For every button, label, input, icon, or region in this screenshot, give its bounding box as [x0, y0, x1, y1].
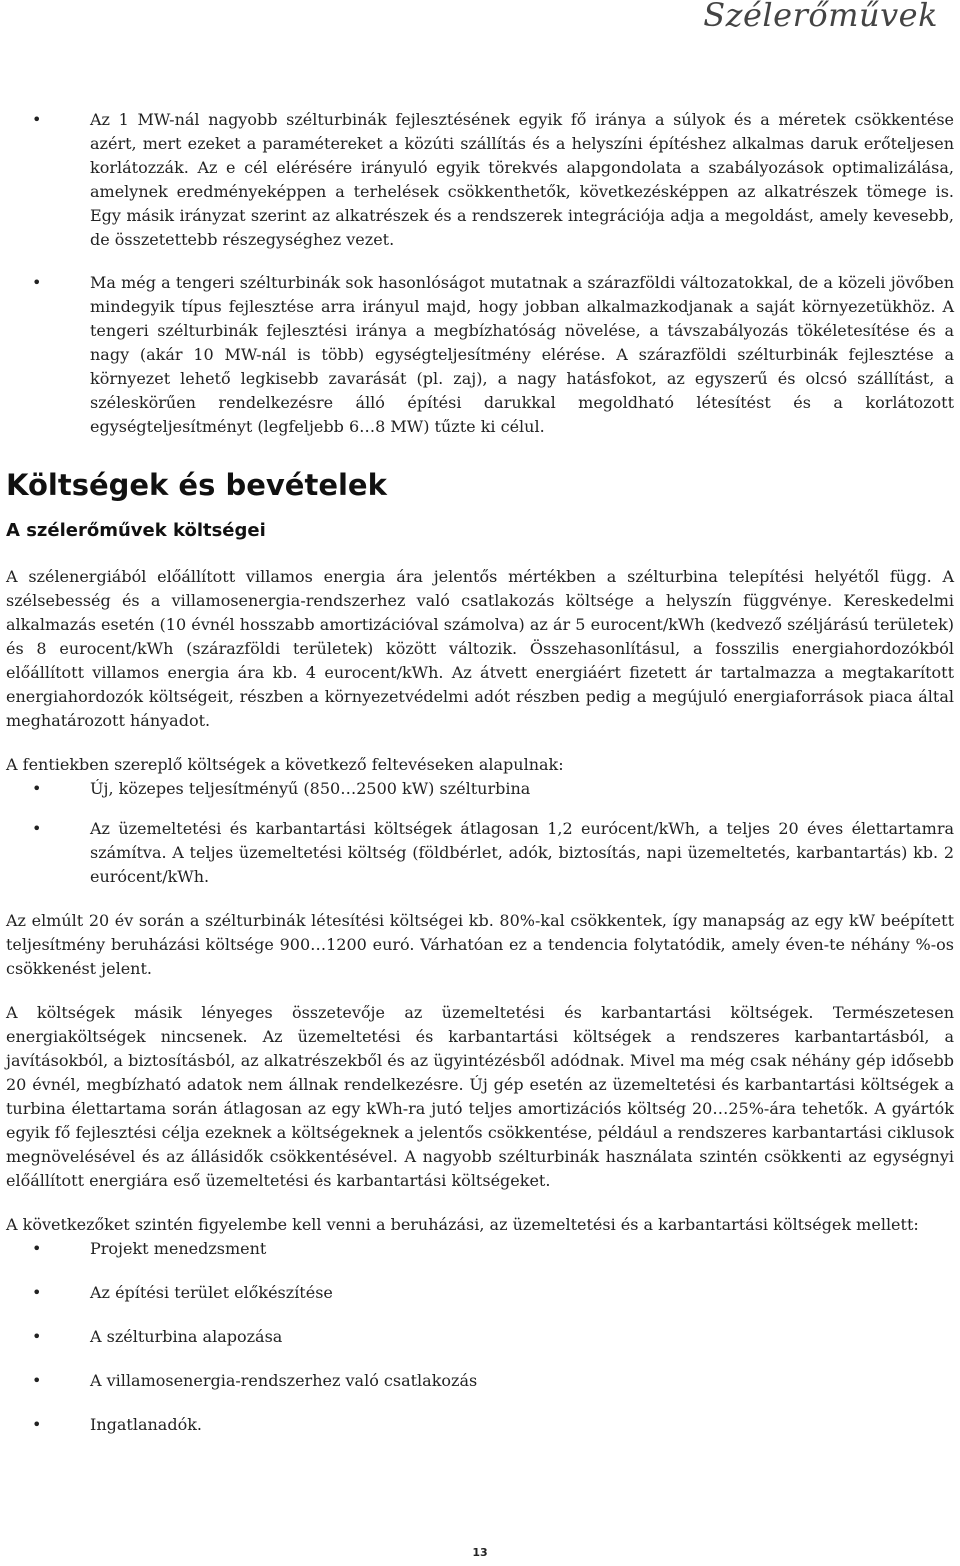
- list-item: • Ma még a tengeri szélturbinák sok hasonlóságot mutatnak a szárazföldi változatokkal, de a közeli jövőben mindegyik típus fejlesztése arra irányul majd, hogy jobban alkalmazkodjanak a saját környezetükhöz. A tengeri szélturbinák fejlesztési iránya a megbízhatóság növelése, a távszabályozás tökéletesítése és a nagy (akár 10 MW-nál is több) egységteljesítmény elérése. A szárazföldi szélturbinák fejlesztése a környezet lehető legkisebb zavarását (pl. zaj), a nagy hatásfokot, az egyszerű és olcsó szállítást, a széleskörűen rendelkezésre álló építési darukkal megoldható létesítést és a korlátozott egységteljesítményt (legfeljebb 6…8 MW) tűzte ki célul.: [6, 271, 954, 439]
- paragraph: A következőket szintén figyelembe kell venni a beruházási, az üzemeltetési és a karbantartási költségek mellett:: [6, 1215, 919, 1234]
- list-item: • A villamosenergia-rendszerhez való csatlakozás: [6, 1369, 954, 1393]
- list-item: • Az üzemeltetési és karbantartási költségek átlagosan 1,2 eurócent/kWh, a teljes 20 éves élettartamra számítva. A teljes üzemeltetési költség (földbérlet, adók, biztosítás, napi üzemeltetés, karbantartás) kb. 2 eurócent/kWh.: [6, 817, 954, 889]
- list-item: • Az építési terület előkészítése: [6, 1281, 954, 1305]
- considerations-list: [6, 1237, 954, 1437]
- list-item: • Projekt menedzsment: [6, 1237, 954, 1261]
- paragraph: A költségek másik lényeges összetevője az üzemeltetési és karbantartási költségek. Természetesen energiaköltségek nincsenek. Az üzemeltetési és karbantartási költségek a rendszeres karbantartásból, a javításokból, a biztosításból, az alkatrészekből és az ügyintézésből adódnak. Mivel ma még csak néhány gép idősebb 20 évnél, megbízható adatok nem állnak rendelkezésre. Új gép esetén az üzemeltetési és karbantartási költségek a turbina élettartama során átlagosan az egy kWh-ra jutó teljes amortizációs költség 20…25%-ára tehetők. A gyártók egyik fő fejlesztési célja ezeknek a költségeknek a jelentős csökkentése, például a rendszeres karbantartási ciklusok megnövelésével és az állásidők csökkentésével. A nagyobb szélturbinák használata szintén csökkenti az egységnyi előállított energiára eső üzemeltetési és karbantartási költségeket.: [6, 1003, 954, 1190]
- paragraph: Az elmúlt 20 év során a szélturbinák létesítési költségei kb. 80%-kal csökkentek, így manapság az egy kW beépített teljesítmény beruházási költsége 900…1200 euró. Várhatóan ez a tendencia folytatódik, amely éven-te néhány %-os csökkenést jelent.: [6, 911, 954, 978]
- page-number: 13: [472, 1546, 488, 1559]
- paragraph: A szélenergiából előállított villamos energia ára jelentős mértékben a szélturbina telepítési helyétől függ. A szélsebesség és a villamosenergia-rendszerhez való csatlakozás költsége a helyszín függvénye. Kereskedelmi alkalmazás esetén (10 évnél hosszabb amortizációval számolva) az ár 5 eurocent/kWh (kedvező széljárású területek) és 8 eurocent/kWh (szárazföldi területek) között változik. Összehasonlításul, a fosszilis energiahordozókból előállított villamos energia ára kb. 4 eurocent/kWh. Az átvett energiáért fizetett ár tartalmazza a megtakarított energiahordozók költségeit, részben a környezetvédelmi adót részben pedig a megújuló energiaforrások piaca által meghatározott hányadot.: [6, 567, 954, 730]
- list-item: • Ingatlanadók.: [6, 1413, 954, 1437]
- assumptions-list: [6, 777, 954, 889]
- intro-bullet-list: [6, 108, 954, 439]
- list-item: • Új, közepes teljesítményű (850…2500 kW) szélturbina: [6, 777, 954, 801]
- subsection-heading: A szélerőművek költségei: [6, 520, 266, 541]
- list-item: • Az 1 MW-nál nagyobb szélturbinák fejlesztésének egyik fő iránya a súlyok és a méretek csökkentése azért, mert ezeket a paramétereket a közúti szállítás és a helyszíni építéshez alkalmas daruk erőteljesen korlátozzák. Az e cél elérésére irányuló egyik törekvés alapgondolata a szabályozások optimalizálása, amelynek eredményeképpen a terhelések csökkenthetők, következésképpen az alkatrészek tömege is. Egy másik irányzat szerint az alkatrészek és a rendszerek integrációja adja a megoldást, amely kevesebb, de összetettebb részegységhez vezet.: [6, 108, 954, 252]
- page-content: [6, 108, 954, 1457]
- running-header-title: Szélerőművek: [703, 0, 938, 34]
- paragraph: A fentiekben szereplő költségek a következő feltevéseken alapulnak:: [6, 755, 564, 774]
- section-heading: Költségek és bevételek: [6, 468, 387, 502]
- list-item: • A szélturbina alapozása: [6, 1325, 954, 1349]
